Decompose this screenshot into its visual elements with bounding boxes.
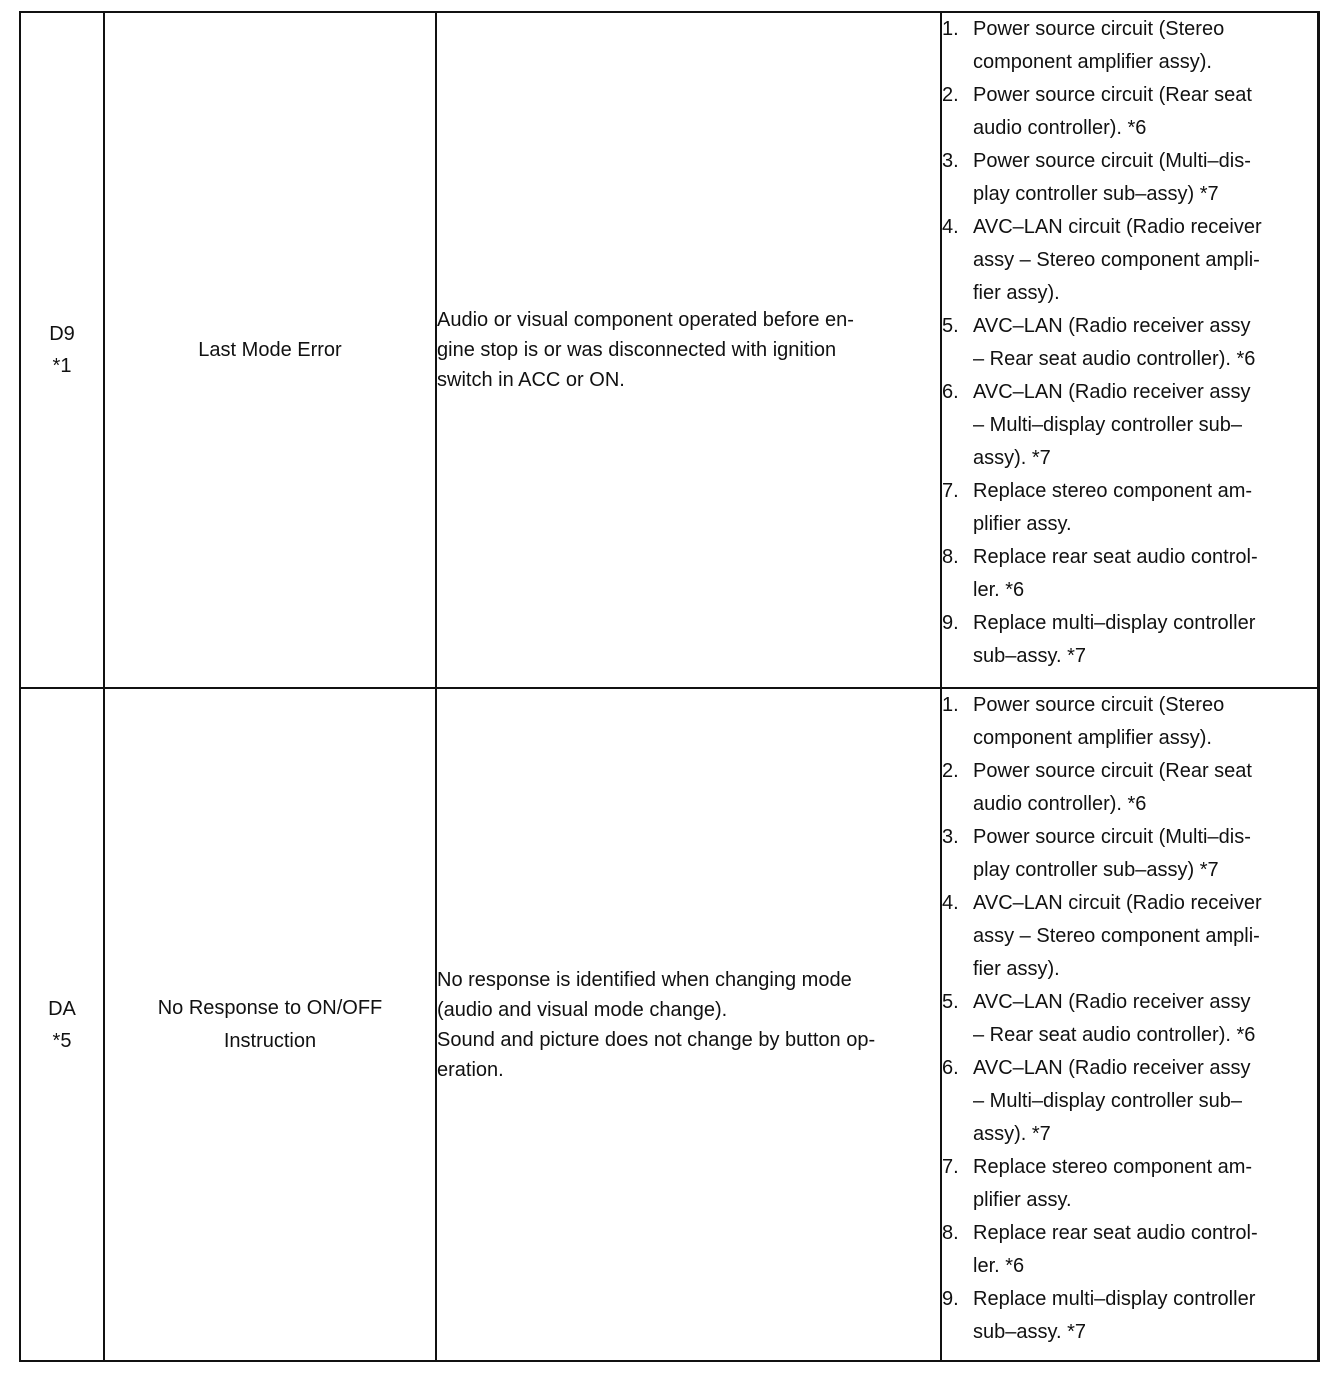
inspection-item bbox=[942, 310, 1317, 376]
inspection-item-line: Power source circuit (Stereo bbox=[973, 18, 1225, 40]
inspection-item-line: audio controller). *6 bbox=[973, 793, 1147, 815]
inspection-item-text bbox=[973, 310, 1317, 376]
table-row bbox=[20, 12, 1318, 688]
dtc-description-cell bbox=[436, 688, 941, 1361]
inspection-item bbox=[942, 79, 1317, 145]
inspection-item-line: sub–assy. *7 bbox=[973, 645, 1087, 667]
table-row bbox=[20, 688, 1318, 1361]
inspection-item-text bbox=[973, 211, 1317, 310]
dtc-description-cell bbox=[436, 12, 941, 688]
inspection-item bbox=[942, 145, 1317, 211]
inspection-item-text bbox=[973, 607, 1317, 673]
inspection-item-line: AVC–LAN (Radio receiver assy bbox=[973, 1057, 1251, 1079]
inspection-item-line: ler. *6 bbox=[973, 1255, 1025, 1277]
inspection-item-line: – Rear seat audio controller). *6 bbox=[973, 1024, 1256, 1046]
inspection-item-text bbox=[973, 376, 1317, 475]
inspection-item-line: sub–assy. *7 bbox=[973, 1321, 1087, 1343]
inspection-item-number: 5. bbox=[942, 315, 959, 337]
inspection-item-number: 1. bbox=[942, 694, 959, 716]
inspection-item-text bbox=[973, 1283, 1317, 1349]
dtc-description-line: No response is identified when changing mode bbox=[437, 968, 852, 991]
dtc-code-cell bbox=[20, 688, 104, 1361]
dtc-note: *1 bbox=[52, 355, 72, 377]
inspection-item-line: play controller sub–assy) *7 bbox=[973, 859, 1219, 881]
inspection-item-line: Replace rear seat audio control- bbox=[973, 1222, 1258, 1244]
inspection-item-line: fier assy). bbox=[973, 282, 1060, 304]
inspection-item-line: Replace multi–display controller bbox=[973, 612, 1256, 634]
dtc-description-line: eration. bbox=[437, 1058, 504, 1081]
inspection-item-line: AVC–LAN (Radio receiver assy bbox=[973, 315, 1251, 337]
inspection-item-line: AVC–LAN circuit (Radio receiver bbox=[973, 216, 1262, 238]
dtc-inspection-cell bbox=[941, 688, 1318, 1361]
inspection-item-text bbox=[973, 79, 1317, 145]
dtc-description-line: switch in ACC or ON. bbox=[437, 369, 625, 391]
inspection-item bbox=[942, 1217, 1317, 1283]
inspection-item-line: Replace stereo component am- bbox=[973, 1156, 1253, 1178]
inspection-item-line: AVC–LAN (Radio receiver assy bbox=[973, 381, 1251, 403]
inspection-item bbox=[942, 689, 1317, 755]
dtc-name-line: Instruction bbox=[223, 1029, 317, 1052]
inspection-item-number: 2. bbox=[942, 84, 959, 106]
dtc-description-line: Sound and picture does not change by button op- bbox=[437, 1028, 876, 1051]
inspection-item-line: fier assy). bbox=[973, 958, 1060, 980]
inspection-item-line: Power source circuit (Rear seat bbox=[973, 84, 1252, 106]
inspection-item-line: audio controller). *6 bbox=[973, 117, 1147, 139]
dtc-note: *5 bbox=[52, 1029, 72, 1052]
inspection-item bbox=[942, 376, 1317, 475]
inspection-item-text bbox=[973, 145, 1317, 211]
inspection-item-line: Power source circuit (Stereo bbox=[973, 694, 1225, 716]
inspection-item-line: AVC–LAN (Radio receiver assy bbox=[973, 991, 1251, 1013]
inspection-item-number: 7. bbox=[942, 480, 959, 502]
inspection-item-number: 1. bbox=[942, 18, 959, 40]
inspection-item-number: 8. bbox=[942, 1222, 959, 1244]
inspection-item bbox=[942, 607, 1317, 673]
inspection-item-line: assy – Stereo component ampli- bbox=[973, 925, 1260, 947]
inspection-item-text bbox=[973, 1052, 1317, 1151]
inspection-item-line: play controller sub–assy) *7 bbox=[973, 183, 1219, 205]
inspection-item-number: 4. bbox=[942, 892, 959, 914]
inspection-item-line: Power source circuit (Rear seat bbox=[973, 760, 1252, 782]
inspection-item-line: Power source circuit (Multi–dis- bbox=[973, 826, 1251, 848]
inspection-item-line: plifier assy. bbox=[973, 1189, 1072, 1211]
inspection-item-text bbox=[973, 986, 1317, 1052]
inspection-item-number: 3. bbox=[942, 150, 959, 172]
inspection-item-number: 3. bbox=[942, 826, 959, 848]
inspection-item-text bbox=[973, 1217, 1317, 1283]
inspection-item-line: Replace stereo component am- bbox=[973, 480, 1253, 502]
inspection-item bbox=[942, 475, 1317, 541]
inspection-item-line: plifier assy. bbox=[973, 513, 1072, 535]
dtc-code: D9 bbox=[49, 323, 75, 345]
inspection-item bbox=[942, 211, 1317, 310]
inspection-item bbox=[942, 755, 1317, 821]
dtc-table-body bbox=[20, 12, 1318, 1361]
inspection-item-line: Replace rear seat audio control- bbox=[973, 546, 1258, 568]
inspection-item-number: 8. bbox=[942, 546, 959, 568]
inspection-item-line: component amplifier assy). bbox=[973, 51, 1212, 73]
dtc-name-cell bbox=[104, 688, 436, 1361]
inspection-item-line: AVC–LAN circuit (Radio receiver bbox=[973, 892, 1262, 914]
inspection-item bbox=[942, 887, 1317, 986]
dtc-code-cell bbox=[20, 12, 104, 688]
dtc-name-line: No Response to ON/OFF bbox=[157, 996, 383, 1019]
inspection-list bbox=[942, 689, 1317, 1349]
inspection-item-text bbox=[973, 689, 1317, 755]
dtc-description-line: gine stop is or was disconnected with ignition bbox=[437, 339, 837, 361]
inspection-item-number: 9. bbox=[942, 1288, 959, 1310]
inspection-item bbox=[942, 1151, 1317, 1217]
inspection-item-line: component amplifier assy). bbox=[973, 727, 1212, 749]
inspection-item bbox=[942, 1052, 1317, 1151]
inspection-item-number: 7. bbox=[942, 1156, 959, 1178]
dtc-code: DA bbox=[48, 997, 76, 1020]
inspection-item-line: – Multi–display controller sub– bbox=[973, 1090, 1243, 1112]
inspection-item-number: 6. bbox=[942, 381, 959, 403]
inspection-item-line: – Multi–display controller sub– bbox=[973, 414, 1243, 436]
inspection-list bbox=[942, 13, 1317, 673]
inspection-item-text bbox=[973, 541, 1317, 607]
inspection-item-line: assy). *7 bbox=[973, 1123, 1051, 1145]
dtc-description-line: (audio and visual mode change). bbox=[437, 998, 728, 1021]
inspection-item bbox=[942, 541, 1317, 607]
inspection-item-text bbox=[973, 13, 1317, 79]
inspection-item bbox=[942, 821, 1317, 887]
inspection-item-number: 4. bbox=[942, 216, 959, 238]
inspection-item-line: Replace multi–display controller bbox=[973, 1288, 1256, 1310]
inspection-item-text bbox=[973, 1151, 1317, 1217]
inspection-item-text bbox=[973, 821, 1317, 887]
inspection-item bbox=[942, 13, 1317, 79]
dtc-inspection-cell bbox=[941, 12, 1318, 688]
dtc-table bbox=[19, 11, 1320, 1362]
inspection-item bbox=[942, 1283, 1317, 1349]
inspection-item-text bbox=[973, 755, 1317, 821]
dtc-name-cell bbox=[104, 12, 436, 688]
inspection-item-line: assy – Stereo component ampli- bbox=[973, 249, 1260, 271]
inspection-item-line: – Rear seat audio controller). *6 bbox=[973, 348, 1256, 370]
inspection-item-number: 9. bbox=[942, 612, 959, 634]
dtc-description-line: Audio or visual component operated before en- bbox=[437, 309, 854, 331]
inspection-item-text bbox=[973, 887, 1317, 986]
inspection-item-line: Power source circuit (Multi–dis- bbox=[973, 150, 1251, 172]
inspection-item-text bbox=[973, 475, 1317, 541]
inspection-item-number: 2. bbox=[942, 760, 959, 782]
inspection-item-line: ler. *6 bbox=[973, 579, 1025, 601]
inspection-item bbox=[942, 986, 1317, 1052]
inspection-item-line: assy). *7 bbox=[973, 447, 1051, 469]
inspection-item-number: 5. bbox=[942, 991, 959, 1013]
inspection-item-number: 6. bbox=[942, 1057, 959, 1079]
dtc-name-line: Last Mode Error bbox=[198, 338, 342, 361]
